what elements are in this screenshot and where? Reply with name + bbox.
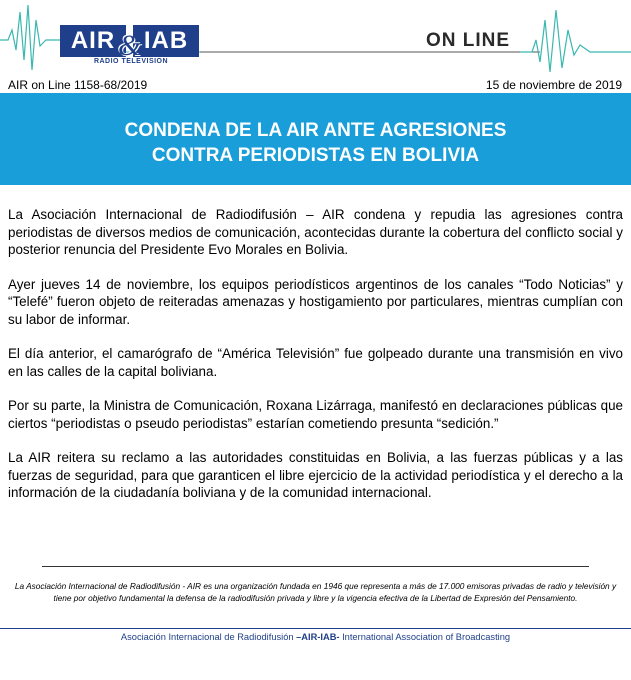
logo-iab: IAB — [133, 25, 199, 57]
logo-ampersand: & — [118, 29, 142, 62]
paragraph-4: Por su parte, la Ministra de Comunicación, Roxana Lizárraga, manifestó en declaraciones públicas que ciertos “periodistas o pseudo periodistas” estarían cometiendo presunta “sedición.” — [8, 398, 623, 431]
reference-number: AIR on Line 1158-68/2019 — [8, 78, 148, 92]
logo-air: AIR — [60, 25, 126, 57]
title-line-2: CONTRA PERIODISTAS EN BOLIVIA — [151, 145, 480, 166]
paragraph-1: La Asociación Internacional de Radiodifusión – AIR condena y repudia las agresiones contra periodistas de diversos medios de comunicación, acontecidas durante la cobertura del conflicto social y posterior renuncia del Presidente Evo Morales en Bolivia. — [8, 207, 623, 257]
paragraph-5: La AIR reitera su reclamo a las autoridades constituidas en Bolivia, a las fuerzas públicas y a las fuerzas de seguridad, para que garanticen el libre ejercicio de la actividad periodística y el derecho a la información de la ciudadanía boliviana y de la comunidad internacional. — [8, 450, 623, 500]
article-body — [8, 206, 623, 519]
publication-date: 15 de noviembre de 2019 — [485, 78, 622, 92]
divider — [42, 566, 589, 567]
letterhead — [0, 0, 631, 80]
page-title — [0, 118, 631, 168]
footer-acronym: –AIR-IAB- — [296, 632, 340, 642]
meta-row — [0, 77, 631, 93]
online-label: ON LINE — [426, 30, 511, 51]
paragraph-2: Ayer jueves 14 de noviembre, los equipos periodísticos argentinos de los canales “Todo Noticias” y “Telefé” fueron objeto de reiteradas amenazas y hostigamiento por particulares, mientras cumplían con su labor de informar. — [8, 276, 623, 327]
footnote: La Asociación Internacional de Radiodifusión - AIR es una organización fundada en 1946 que representa a más de 17.000 emisoras privadas de radio y televisión y tiene por objetivo fundamental la defensa de la radiodifusión privada y libre y la vigencia efectiva de la Libertad de Expresión del Pensamiento. — [14, 581, 617, 603]
footer-divider — [0, 628, 631, 629]
footer-text-after: International Association of Broadcasting — [339, 632, 511, 642]
paragraph-3: El día anterior, el camarógrafo de “América Televisión” fue golpeado durante una transmisión en vivo en las calles de la capital boliviana. — [8, 346, 623, 379]
title-line-1: CONDENA DE LA AIR ANTE AGRESIONES — [124, 120, 507, 141]
logo-subtitle: RADIO TELEVISION — [93, 58, 169, 65]
footer — [0, 632, 631, 642]
footer-text-before: Asociación Internacional de Radiodifusión — [120, 632, 297, 642]
